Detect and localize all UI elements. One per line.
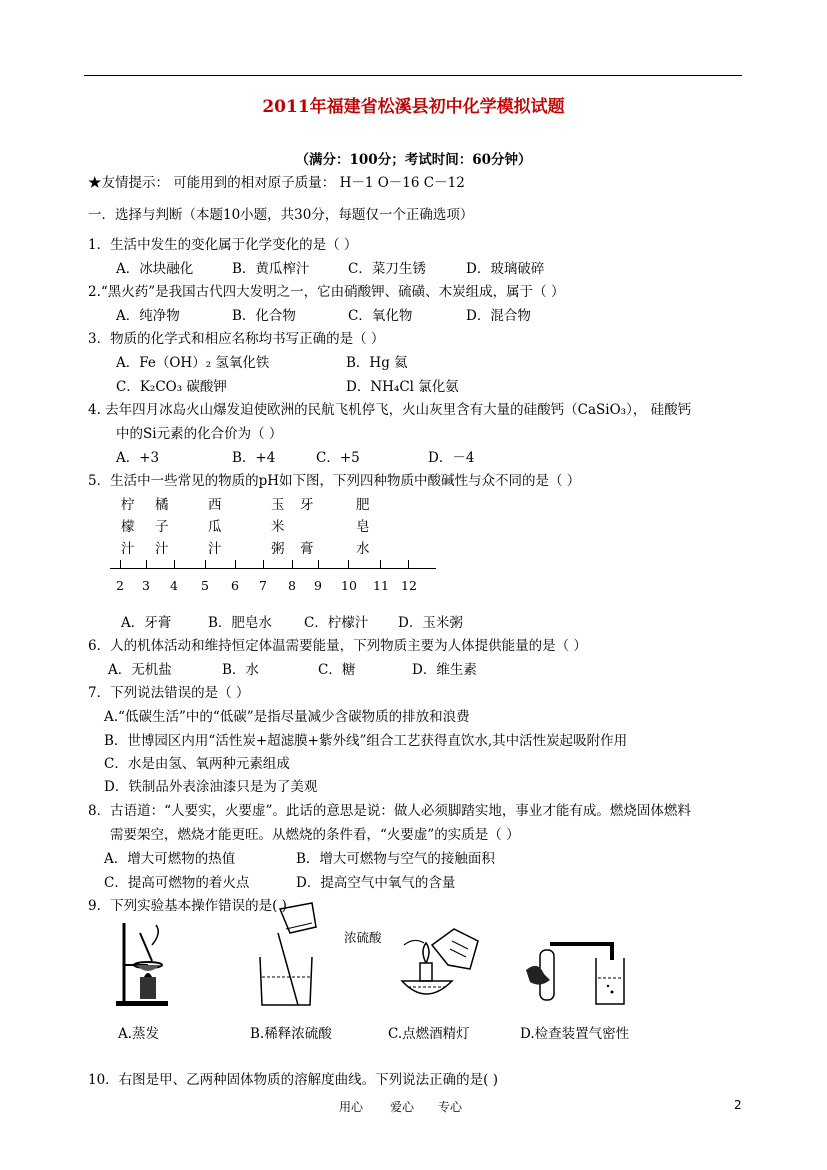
ph-tick [348, 560, 349, 568]
caption-a: A.蒸发 [118, 1026, 160, 1042]
ph-label: 5 [201, 578, 209, 593]
q3-option: D．NH₄Cl 氯化氨 [346, 379, 459, 395]
q5-option: B．肥皂水 [208, 615, 272, 631]
q1-stem: 1．生活中发生的变化属于化学变化的是（ ） [88, 237, 358, 253]
q2-option: B．化合物 [232, 308, 296, 324]
page-title: 2011年福建省松溪县初中化学模拟试题 [262, 97, 565, 117]
q1-option: B．黄瓜榨汁 [232, 261, 310, 277]
q8-stem: 8．古语道：“人要实，火要虚”。此话的意思是说：做人必须脚踏实地，事业才能有成。燃烧固体燃料 [88, 803, 691, 819]
q2-option: A．纯净物 [116, 308, 180, 324]
q1-option: A．冰块融化 [116, 261, 194, 277]
q3-option: A．Fe（OH）₂ 氢氧化铁 [116, 355, 270, 371]
ph-tick [292, 560, 293, 568]
substance-watermelon: 西 瓜 汁 [208, 497, 222, 557]
q9-stem: 9．下列实验基本操作错误的是( ) [88, 898, 287, 914]
alcohol-lamp-figure [396, 915, 486, 1010]
substance-toothpaste: 牙 膏 [300, 497, 314, 557]
section-heading: 一．选择与判断（本题10小题，共30分，每题仅一个正确选项） [88, 207, 474, 223]
substance-orange: 橘 子 汁 [155, 497, 169, 557]
q8-option: B．增大可燃物与空气的接触面积 [296, 851, 495, 867]
hint-text: ★友情提示： 可能用到的相对原子质量： H－1 O－16 C－12 [88, 175, 465, 191]
ph-label: 9 [314, 578, 322, 593]
footer-motto: 用心 [339, 1100, 364, 1114]
q7-option: D．铁制品外表涂油漆只是为了美观 [104, 779, 318, 795]
evaporation-apparatus-figure [108, 915, 178, 1010]
ph-tick [318, 560, 319, 568]
q2-option: D．混合物 [466, 308, 531, 324]
q6-stem: 6．人的机体活动和维持恒定体温需要能量，下列物质主要为人体提供能量的是（ ） [88, 638, 587, 654]
q5-option: A．牙膏 [121, 615, 172, 631]
q1-option: D．玻璃破碎 [466, 261, 545, 277]
q6-option: A．无机盐 [108, 662, 172, 678]
ph-label: 10 [341, 578, 357, 593]
ph-tick [205, 560, 206, 568]
substance-corn-porridge: 玉 米 粥 [271, 497, 285, 557]
dilute-acid-figure [250, 893, 346, 1011]
page-number: 2 [734, 1098, 742, 1112]
ph-tick [174, 560, 175, 568]
q4-option: A．+3 [116, 450, 160, 466]
q7-stem: 7．下列说法错误的是（ ） [88, 685, 250, 701]
q4-stem-cont: 中的Si元素的化合价为（ ） [116, 426, 283, 442]
header-rule [84, 75, 742, 76]
caption-b: B.稀释浓硫酸 [250, 1026, 332, 1042]
ph-label: 6 [231, 578, 239, 593]
ph-tick [408, 560, 409, 568]
ph-label: 12 [401, 578, 417, 593]
q4-option: D．－4 [428, 450, 475, 466]
acid-label: 浓硫酸 [344, 930, 382, 945]
q10-stem: 10．右图是甲、乙两种固体物质的溶解度曲线。下列说法正确的是( ) [88, 1072, 499, 1088]
q4-option: B．+4 [232, 450, 276, 466]
ph-tick [263, 560, 264, 568]
q8-stem-cont: 需要架空，燃烧才能更旺。从燃烧的条件看，“火要虚”的实质是（ ） [110, 827, 520, 843]
q5-option: D．玉米粥 [398, 615, 463, 631]
ph-label: 7 [259, 578, 267, 593]
ph-scale-line [110, 568, 436, 569]
q7-option: C．水是由氢、氧两种元素组成 [104, 756, 290, 772]
substance-soap-water: 肥 皂 水 [356, 497, 370, 557]
q6-option: C．糖 [318, 662, 356, 678]
q2-stem: 2.“黑火药”是我国古代四大发明之一，它由硝酸钾、硫磺、木炭组成，属于（ ） [88, 284, 565, 300]
q8-option: A．增大可燃物的热值 [104, 851, 236, 867]
q7-option: B．世博园区内用“活性炭+超滤膜+紫外线”组合工艺获得直饮水,其中活性炭起吸附作用 [104, 733, 628, 749]
q6-option: B．水 [222, 662, 259, 678]
airtightness-check-figure [520, 930, 630, 1010]
caption-d: D.检查装置气密性 [520, 1026, 630, 1042]
footer-motto: 专心 [438, 1100, 463, 1114]
ph-tick [235, 560, 236, 568]
q4-option: C．+5 [316, 450, 360, 466]
ph-label: 2 [116, 578, 124, 593]
ph-label: 4 [170, 578, 178, 593]
ph-label: 11 [373, 578, 389, 593]
q3-stem: 3．物质的化学式和相应名称均书写正确的是（ ） [88, 331, 385, 347]
q6-option: D．维生素 [412, 662, 477, 678]
substance-lemon: 柠 檬 汁 [121, 497, 135, 557]
ph-tick [146, 560, 147, 568]
ph-tick [120, 560, 121, 568]
q5-stem: 5．生活中一些常见的物质的pH如下图，下列四种物质中酸碱性与众不同的是（ ） [88, 473, 581, 489]
q3-option: B．Hg 氦 [346, 355, 408, 371]
q3-option: C．K₂CO₃ 碳酸钾 [116, 379, 227, 395]
q4-stem: 4. 去年四月冰岛火山爆发迫使欧洲的民航飞机停飞，火山灰里含有大量的硅酸钙（CaSiO₃）， 硅酸钙 [88, 402, 692, 418]
q8-option: C．提高可燃物的着火点 [104, 875, 250, 891]
q5-option: C．柠檬汁 [304, 615, 369, 631]
exam-info: （满分：100分；考试时间：60分钟） [295, 152, 532, 168]
q8-option: D．提高空气中氧气的含量 [296, 875, 456, 891]
q1-option: C．菜刀生锈 [348, 261, 426, 277]
ph-label: 3 [142, 578, 150, 593]
ph-tick [380, 560, 381, 568]
ph-label: 8 [288, 578, 296, 593]
q2-option: C．氧化物 [348, 308, 413, 324]
q7-option: A.“低碳生活”中的“低碳”是指尽量减少含碳物质的排放和浪费 [104, 709, 470, 725]
caption-c: C.点燃酒精灯 [388, 1026, 470, 1042]
footer-motto: 爱心 [390, 1100, 415, 1114]
